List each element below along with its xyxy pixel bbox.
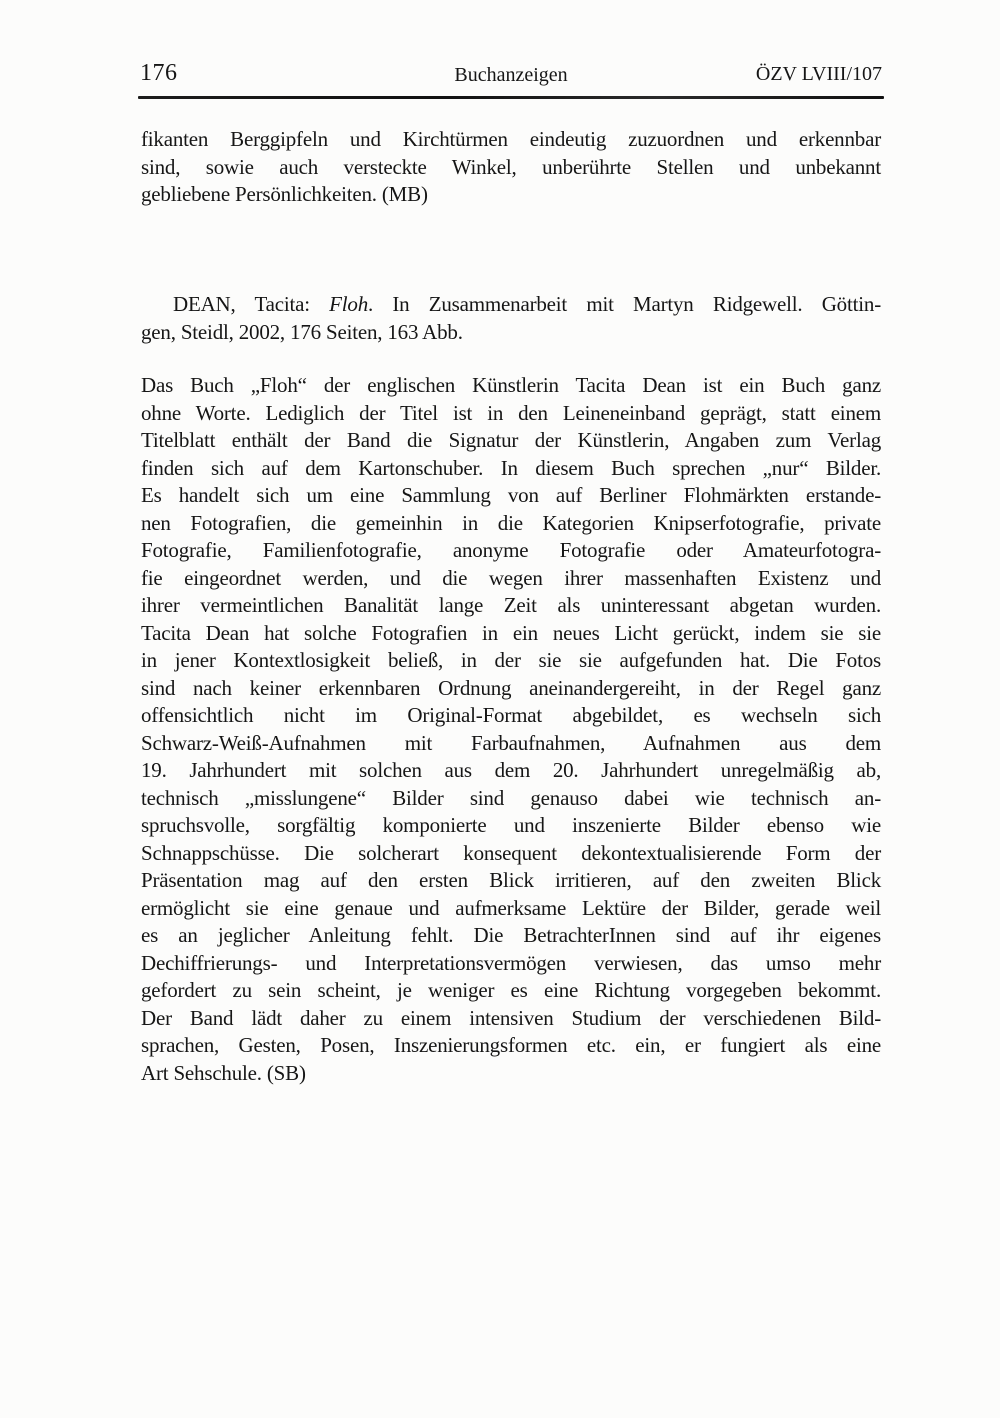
text-line: finden sich auf dem Kartonschuber. In diesem Buch sprechen „nur“ Bilder. xyxy=(141,455,881,480)
text-line: sind, sowie auch versteckte Winkel, unberührte Stellen und unbekannt xyxy=(141,154,881,179)
page-number: 176 xyxy=(140,60,178,86)
text-line: ohne Worte. Lediglich der Titel ist in den Leineneinband geprägt, statt einem xyxy=(141,400,881,425)
text-line: spruchsvolle, sorgfältig komponierte und inszenierte Bilder ebenso wie xyxy=(141,813,881,837)
continuation-paragraph xyxy=(141,126,881,209)
text-line: gefordert zu sein scheint, je weniger es eine Richtung vorgegeben bekommt. xyxy=(141,978,881,1002)
text-line: Dechiffrierungs- und Interpretationsvermögen verwiesen, das umso mehr xyxy=(141,950,881,975)
text-line: Art Sehschule. (SB) xyxy=(141,1060,306,1085)
text-line: sprachen, Gesten, Posen, Inszenierungsformen etc. ein, er fungiert als eine xyxy=(141,1033,881,1057)
text-line: Schnappschüsse. Die solcherart konsequent dekontextualisierende Form der xyxy=(141,840,881,865)
text-line: es an jeglicher Anleitung fehlt. Die BetrachterInnen sind auf ihr eigenes xyxy=(141,923,881,947)
text-line: Der Band lädt daher zu einem intensiven Studium der verschiedenen Bild- xyxy=(141,1005,881,1030)
page-header xyxy=(140,60,882,90)
citation-details: . In Zusammenarbeit mit Martyn Ridgewell. Göttin- xyxy=(368,292,881,316)
review-paragraph xyxy=(141,372,881,1087)
text-line: fie eingeordnet werden, und die wegen ihrer massenhaften Existenz und xyxy=(141,565,881,590)
text-line: Präsentation mag auf den ersten Blick irritieren, auf den zweiten Blick xyxy=(141,868,881,892)
text-line: Fotografie, Familienfotografie, anonyme Fotografie oder Amateurfotogra- xyxy=(141,538,881,562)
running-title: Buchanzeigen xyxy=(454,64,568,86)
citation-line xyxy=(141,291,881,319)
text-line: Tacita Dean hat solche Fotografien in ein neues Licht gerückt, indem sie sie xyxy=(141,620,881,645)
text-line: Schwarz-Weiß-Aufnahmen mit Farbaufnahmen, Aufnahmen aus dem xyxy=(141,730,881,755)
citation-book-title: Floh xyxy=(329,292,369,316)
text-line: fikanten Berggipfeln und Kirchtürmen eindeutig zuzuordnen und erkennbar xyxy=(141,127,881,151)
text-line: Das Buch „Floh“ der englischen Künstlerin Tacita Dean ist ein Buch ganz xyxy=(141,373,881,397)
text-line: 19. Jahrhundert mit solchen aus dem 20. Jahrhundert unregelmäßig ab, xyxy=(141,758,881,782)
text-line: Titelblatt enthält der Band die Signatur der Künstlerin, Angaben zum Verlag xyxy=(141,428,881,452)
text-line: ihrer vermeintlichen Banalität lange Zeit als uninteressant abgetan wurden. xyxy=(141,593,881,617)
text-line: in jener Kontextlosigkeit beließ, in der sie sie aufgefunden hat. Die Fotos xyxy=(141,648,881,672)
text-line: nen Fotografien, die gemeinhin in die Kategorien Knipserfotografie, private xyxy=(141,510,881,535)
text-line: offensichtlich nicht im Original-Format abgebildet, es wechseln sich xyxy=(141,703,881,727)
text-line: sind nach keiner erkennbaren Ordnung aneinandergereiht, in der Regel ganz xyxy=(141,675,881,700)
text-line: technisch „misslungene“ Bilder sind genauso dabei wie technisch an- xyxy=(141,785,881,810)
header-divider-rule xyxy=(138,96,884,99)
citation-author: DEAN, Tacita: xyxy=(173,292,330,316)
text-line: Es handelt sich um eine Sammlung von auf Berliner Flohmärkten erstande- xyxy=(141,483,881,507)
journal-volume-reference: ÖZV LVIII/107 xyxy=(755,63,882,85)
book-citation xyxy=(141,291,881,346)
text-line: gebliebene Persönlichkeiten. (MB) xyxy=(141,182,428,206)
citation-line: gen, Steidl, 2002, 176 Seiten, 163 Abb. xyxy=(141,319,463,344)
text-line: ermöglicht sie eine genaue und aufmerksame Lektüre der Bilder, gerade weil xyxy=(141,895,881,920)
